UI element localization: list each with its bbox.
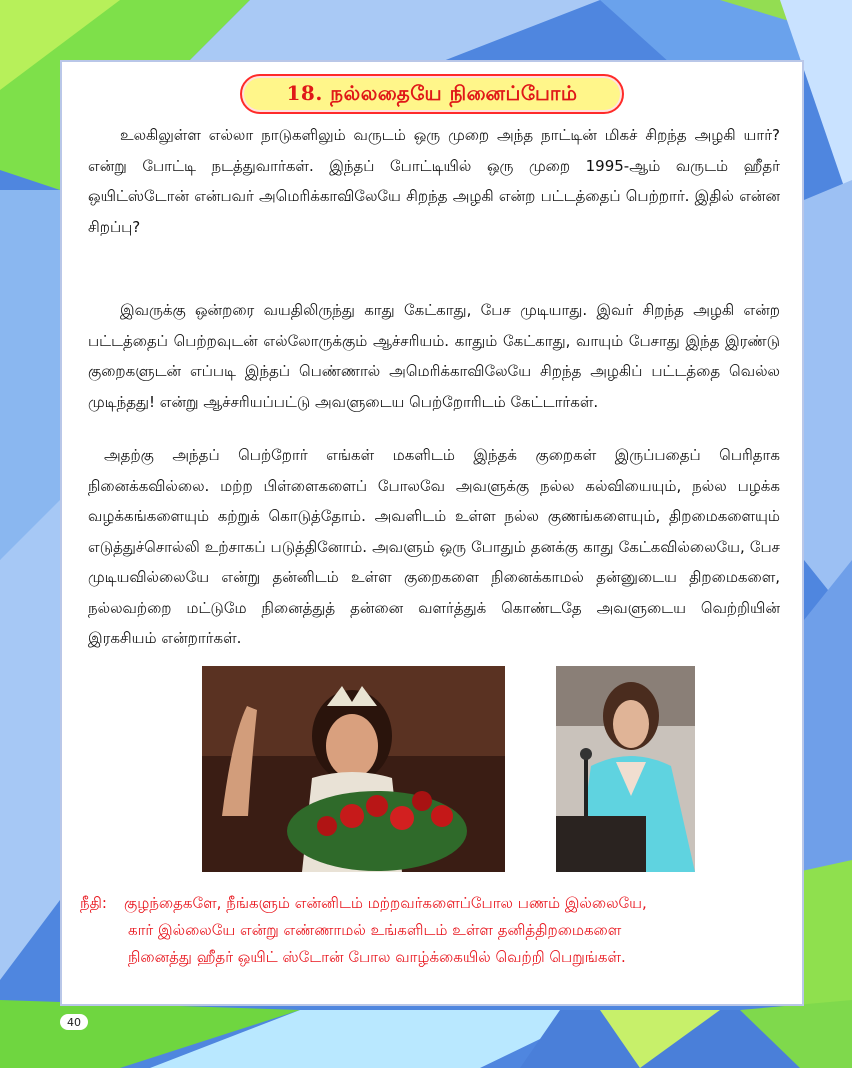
paragraph-1 [88,120,780,242]
photo-crowning [202,666,505,872]
page-panel [60,60,804,1006]
paragraph-1-text: உலகிலுள்ள எல்லா நாடுகளிலும் வருடம் ஒரு முறை அந்த நாட்டின் மிகச் சிறந்த அழகி யார்? என்று போட்டி நடத்துவார்கள். இந்தப் போட்டியில் ஒரு முறை 1995-ஆம் வருடம் ஹீதர் ஒயிட்ஸ்டோன் என்பவர் அமெரிக்காவிலேயே சிறந்த அழகி என்ற பட்டத்தைப் பெற்றார். இதில் என்ன சிறப்பு? [88,126,780,236]
paragraph-3-text: அதற்கு அந்தப் பெற்றோர் எங்கள் மகளிடம் இந்தக் குறைகள் இருப்பதைப் பெரிதாக நினைக்கவில்லை. மற்ற பிள்ளைகளைப் போலவே அவளுக்கு நல்ல கல்வியையும், நல்ல பழக்க வழக்கங்களையும் கற்றுக் கொடுத்தோம். அவளிடம் உள்ள நல்ல குணங்களையும், திறமைகளையும் எடுத்துச்சொல்லி உற்சாகப் படுத்தினோம். அவளும் ஒரு போதும் தனக்கு காது கேட்கவில்லையே, பேச முடியவில்லையே என்று தன்னிடம் உள்ள குறைகளை நினைக்காமல் தன்னுடைய திறமைகளை, நல்லவற்றை மட்டுமே நினைத்துத் தன்னை வளர்த்துக் கொண்டதே அவளுடைய வெற்றியின் இரகசியம் என்றார்கள். [88,446,780,647]
paragraph-3 [88,440,780,654]
page-title: 18. நல்லதையே நினைப்போம் [286,80,578,105]
moral-line-2: கார் இல்லையே என்று எண்ணாமல் உங்களிடம் உள்ள தனித்திறமைகளை [128,921,622,939]
page-number: 40 [60,1014,88,1030]
moral-line-1: குழந்தைகளே, நீங்களும் என்னிடம் மற்றவர்களைப்போல பணம் இல்லையே, [124,894,647,912]
moral-line-3: நினைத்து ஹீதர் ஒயிட் ஸ்டோன் போல வாழ்க்கையில் வெற்றி பெறுங்கள். [128,948,626,966]
moral-label: நீதி: [80,894,107,912]
title-banner [240,74,624,114]
paragraph-2-text: இவருக்கு ஒன்றரை வயதிலிருந்து காது கேட்காது, பேச முடியாது. இவர் சிறந்த அழகி என்ற பட்டத்தைப் பெற்றவுடன் எல்லோருக்கும் ஆச்சரியம். காதும் கேட்காது, வாயும் பேசாது இந்த இரண்டு குறைகளுடன் எப்படி இந்தப் பெண்ணால் அமெரிக்காவிலேயே சிறந்த அழகிப் பட்டத்தை வெல்ல முடிந்தது! என்று ஆச்சரியப்பட்டு அவளுடைய பெற்றோரிடம் கேட்டார்கள். [88,301,780,411]
paragraph-2 [88,295,780,417]
photo-speaking [556,666,695,872]
